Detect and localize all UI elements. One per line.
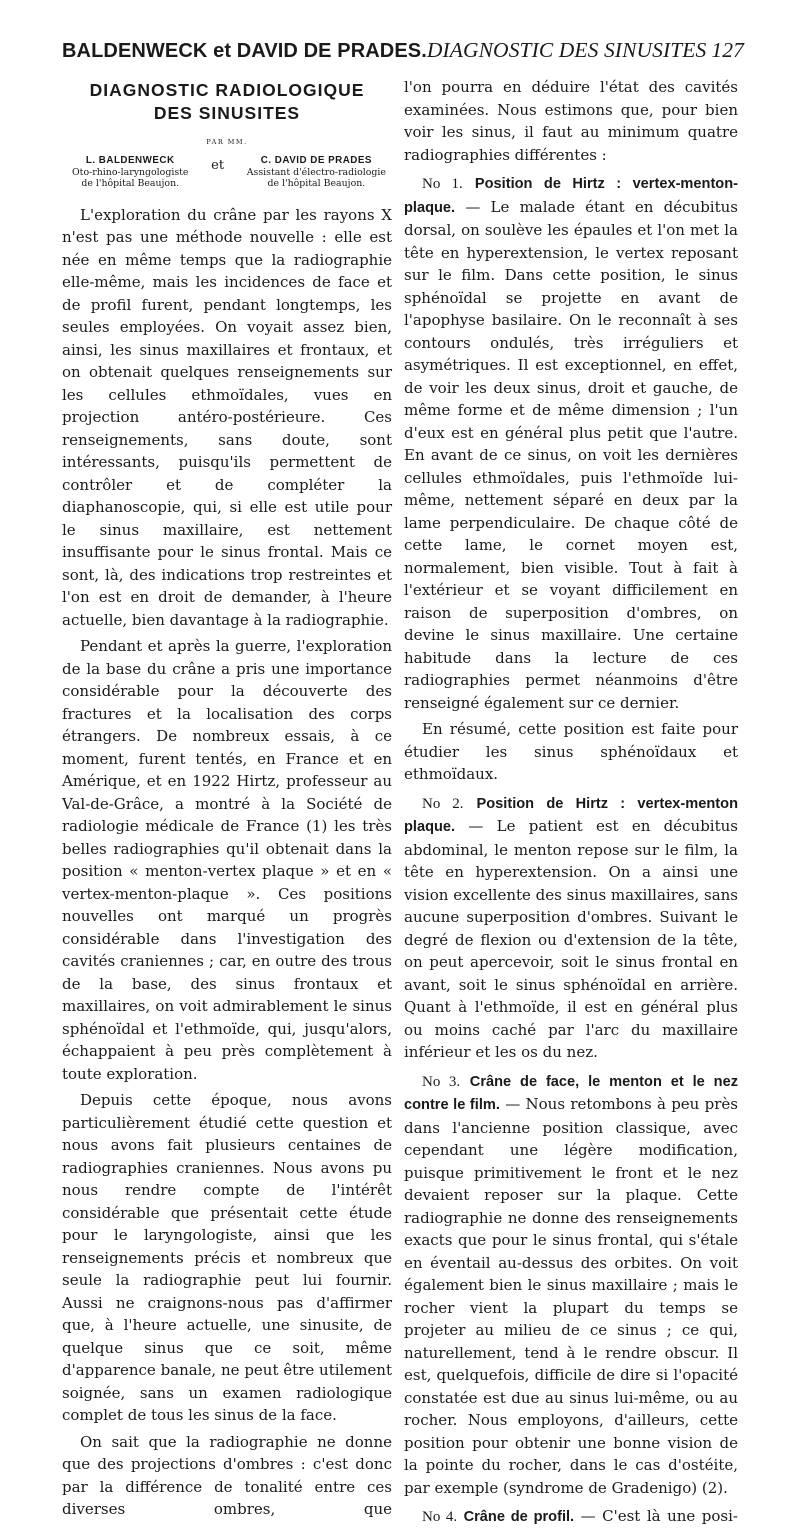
section-text: — Nous retombons à peu près dans l'ancienne position classique, avec cependant une légère modification, puisque primitivement le front et le nez devaient reposer sur la plaque. Cette radiographie ne donne des renseignements exacts que pour le sinus frontal, qui s'étale en éventail au-dessus des orbites. On voit également bien le sinus maxillaire ; mais le rocher vient la plupart du temps se projeter au milieu de ce sinus ; ce qui, naturellement, tend à le rendre obscur. Il est, quelquefois, difficile de dire si l'opacité constatée est due au sinus lui-même, ou au rocher. Nous employons, d'ailleurs, cette position pour obtenir une bonne vision de la pointe du rocher, dans le cas d'ostéite, par exemple (syndrome de Gradenigo) (2). bbox=[404, 1095, 738, 1497]
section-number: No 3. bbox=[422, 1073, 461, 1090]
author-baldenweck bbox=[72, 155, 188, 190]
section-text: — Le patient est en décubitus abdominal, le menton repose sur le film, la tête en hyperextension. On a ainsi une vision excellente des sinus maxillaires, sans aucune superposition d'ombres. Suivant le degré de flexion ou d'extension de la tête, on peut apercevoir, soit le sinus frontal en avant, soit le sinus sphénoïdal en arrière. Quant à l'ethmoïde, il est en général plus ou moins caché par l'arc du maxillaire inférieur et les os du nez. bbox=[404, 817, 738, 1061]
author-affiliation: de l'hôpital Beaujon. bbox=[81, 178, 180, 189]
section-number: No 2. bbox=[422, 795, 464, 812]
section-position-3 bbox=[404, 1070, 738, 1500]
body-paragraph: En résumé, cette position est faite pour étudier les sinus sphénoïdaux et ethmoïdaux. bbox=[404, 720, 738, 783]
section-number: No 4. bbox=[422, 1509, 458, 1525]
body-paragraph-continued: l'on pourra en déduire l'état des cavités examinées. Nous estimons que, pour bien voir les sinus, il faut au minimum quatre radiographies différentes : bbox=[404, 78, 738, 164]
left-column bbox=[62, 76, 392, 1521]
section-heading: Crâne de face, le menton et le nez contre le film. bbox=[404, 1073, 738, 1113]
author-name: L. BALDENWECK bbox=[85, 155, 175, 166]
page-number: 127 bbox=[711, 38, 744, 62]
section-position-1 bbox=[404, 172, 738, 714]
section-heading: Crâne de profil. bbox=[463, 1509, 575, 1525]
article-title-line-2: DES SINUSITES bbox=[153, 103, 301, 123]
byline-par: PAR MM. bbox=[206, 138, 248, 146]
section-heading: Position de Hirtz : vertex-menton-plaque. bbox=[404, 176, 738, 216]
body-paragraph: On sait que la radiographie ne donne que des projections d'ombres : c'est donc par la différence de tonalité entre ces diverses ombres, que bbox=[62, 1432, 392, 1518]
running-head-title: DIAGNOSTIC DES SINUSITES bbox=[426, 38, 707, 62]
author-role: Assistant d'électro-radiologie bbox=[246, 166, 386, 178]
section-position-2 bbox=[404, 792, 738, 1064]
section-heading: Position de Hirtz : vertex-menton plaque. bbox=[404, 795, 738, 835]
author-david-de-prades bbox=[247, 155, 386, 190]
author-name: C. DAVID DE PRADES bbox=[260, 155, 372, 166]
article-title bbox=[62, 79, 392, 125]
article-title-line-1: DIAGNOSTIC RADIOLOGIQUE bbox=[89, 80, 365, 100]
body-paragraph: Pendant et après la guerre, l'exploration de la base du crâne a pris une importance considérable pour la découverte des fractures et la localisation des corps étrangers. De nombreux essais, à ce moment, furent tentés, en France et en Amérique, et en 1922 Hirtz, professeur au Val-de-Grâce, a montré à la Société de radiologie médicale de France (1) les très belles radiographies qu'il obtenait dans la position « menton-vertex plaque » et en « vertex-menton-plaque ». Ces positions nouvelles ont marqué un progrès considérable dans l'investigation des cavités craniennes ; car, en outre des trous de la base, des sinus frontaux et maxillaires, on voit admirablement le sinus sphénoïdal et l'ethmoïde, qui, jusqu'alors, échappaient à peu près complètement à toute exploration. bbox=[62, 637, 392, 1083]
running-head-authors: BALDENWECK et DAVID DE PRADES. bbox=[62, 40, 427, 62]
author-conjunction: et bbox=[211, 158, 225, 173]
section-text: — Le malade étant en décubitus dorsal, on soulève les épaules et l'on met la tête en hyperextension, le vertex reposant sur le film. Dans cette position, le sinus sphénoïdal se projette en avant de l'apophyse basilaire. On le reconnaît à ses contours ondulés, très irréguliers et asymétriques. Il est exceptionnel, en effet, de voir les deux sinus, droit et gauche, de même forme et de même dimension ; l'un d'eux est en général plus petit que l'autre. En avant de ce sinus, on voit les dernières cellules ethmoïdales, puis l'ethmoïde lui-même, nettement séparé en deux par la lame perpendiculaire. De chaque côté de cette lame, le cornet moyen est, normalement, bien visible. Tout à fait à l'extérieur et se voyant difficilement en raison de superposition d'ombres, on devine le sinus maxillaire. Une certaine habitude dans la lecture de ces radiographies permet néanmoins d'être renseigné également sur ce dernier. bbox=[404, 197, 738, 712]
section-position-4 bbox=[404, 1505, 738, 1529]
right-column bbox=[404, 76, 738, 1529]
body-paragraph: Depuis cette époque, nous avons particulièrement étudié cette question et nous avons fait plusieurs centaines de radiographies craniennes. Nous avons pu nous rendre compte de l'intérêt considérable que présentait cette étude pour le laryngologiste, ainsi que les renseignements précis et nombreux que seule la radiographie peut lui fournir. Aussi ne craignons-nous pas d'affirmer que, à l'heure actuelle, une sinusite, de quelque sinus que ce soit, même d'apparence banale, ne peut être utilement soignée, sans un examen radiologique complet de tous les sinus de la face. bbox=[62, 1091, 392, 1424]
author-role: Oto-rhino-laryngologiste bbox=[72, 166, 189, 178]
running-head bbox=[62, 38, 760, 63]
author-affiliation: de l'hôpital Beaujon. bbox=[267, 178, 366, 189]
authors-block bbox=[62, 155, 392, 190]
section-text: — C'est là une posi- bbox=[580, 1507, 738, 1525]
body-paragraph: L'exploration du crâne par les rayons X n'est pas une méthode nouvelle : elle est née en même temps que la radiographie elle-même, mais les incidences de face et de profil furent, pendant longtemps, les seules employées. On voyait assez bien, ainsi, les sinus maxillaires et frontaux, et on obtenait quelques renseignements sur les cellules ethmoïdales, vues en projection antéro-postérieure. Ces renseignements, sans doute, sont intéressants, puisqu'ils permettent de contrôler et de compléter la diaphanoscopie, qui, si elle est utile pour le sinus maxillaire, est nettement insuffisante pour le sinus frontal. Mais ce sont, là, des indications trop restreintes et l'on est en droit de demander, à l'heure actuelle, bien davantage à la radiographie. bbox=[62, 205, 392, 629]
section-number: No 1. bbox=[422, 176, 463, 192]
